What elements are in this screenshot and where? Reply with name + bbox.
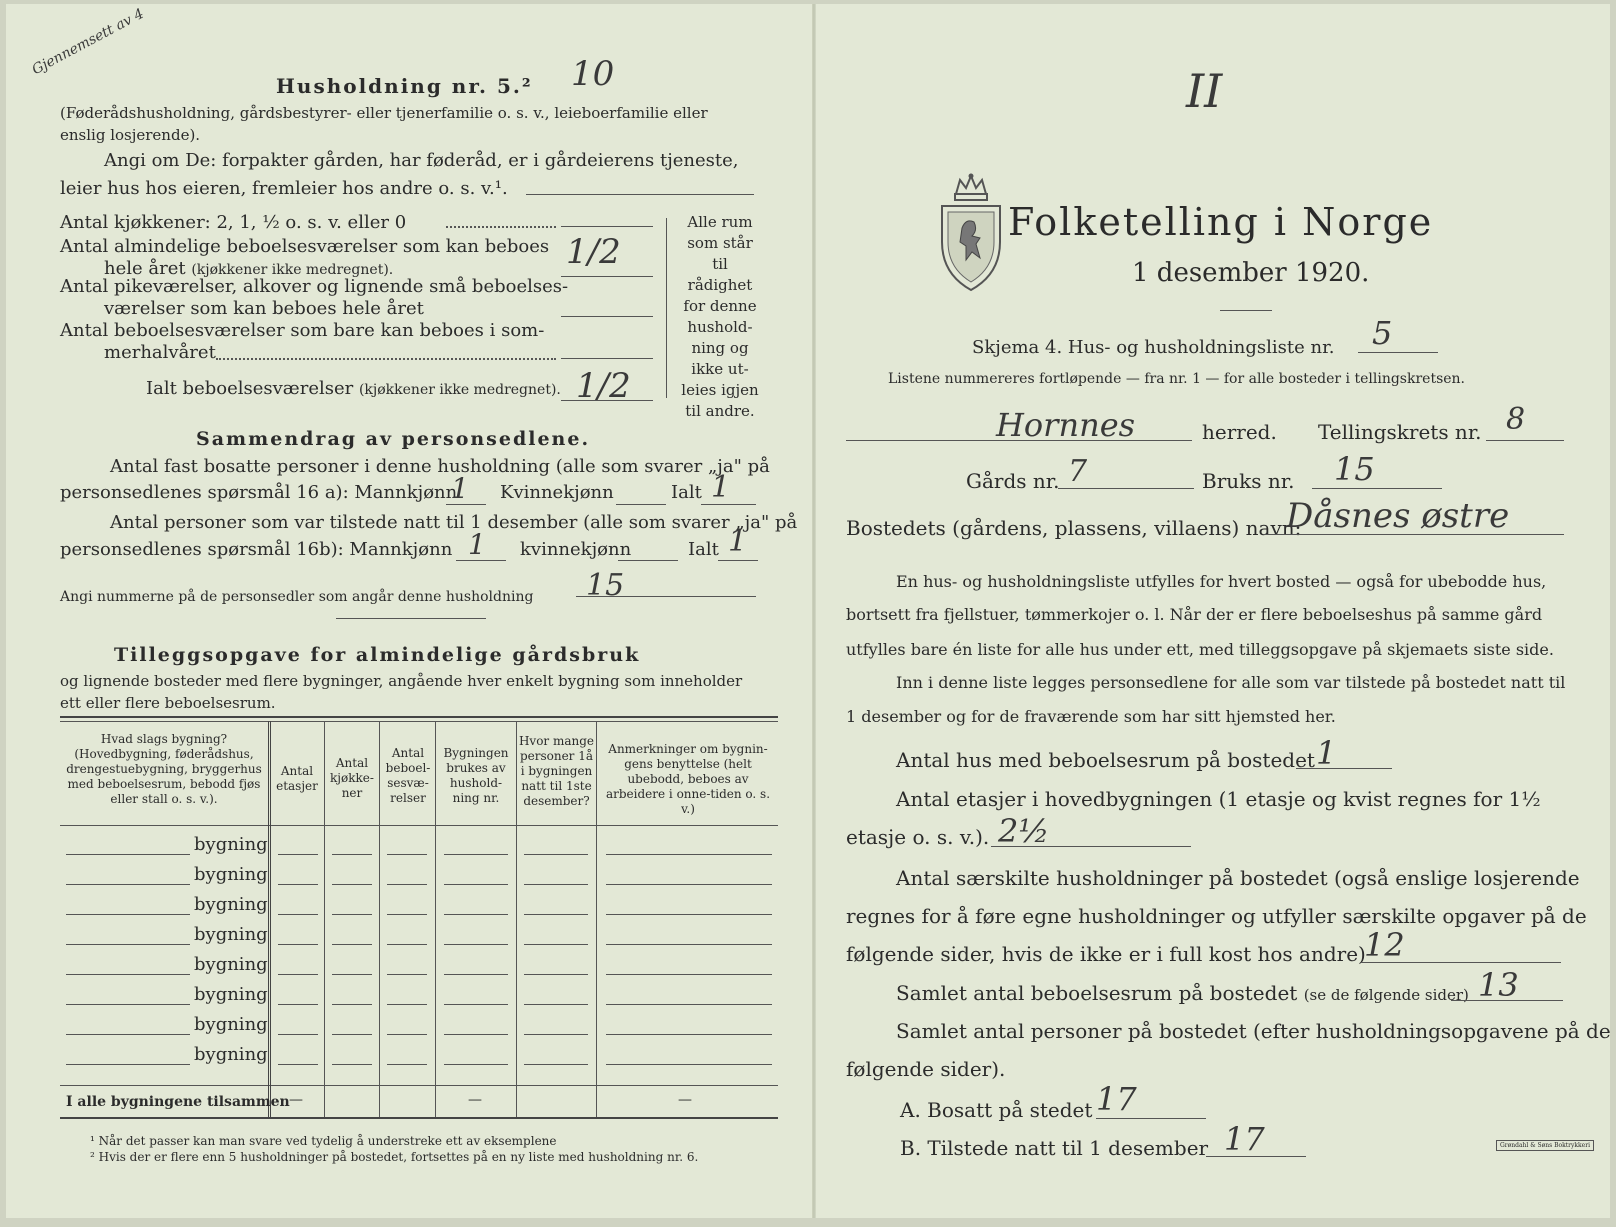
bygning-row-label: bygning: [194, 1014, 268, 1035]
table-cell-line: [278, 1034, 318, 1035]
roman-numeral: II: [1186, 64, 1223, 118]
instr-5: 1 desember og for de fraværende som har sitt hjemsted her.: [846, 707, 1336, 726]
table-cell-line: [524, 914, 588, 915]
table-bottom-rule: [60, 1117, 778, 1119]
table-cell-line: [332, 914, 372, 915]
numbers-value: 15: [586, 568, 625, 603]
summary4-total-line: [718, 560, 758, 561]
tellingskrets-line: [1486, 440, 1564, 441]
rooms-label-1: Antal almindelige beboelsesværelser som kan beboes: [60, 236, 550, 257]
summary-k-label: Kvinnekjønn: [500, 482, 614, 503]
section-divider: [336, 618, 486, 619]
table-cell-line: [444, 1004, 508, 1005]
numbers-label: Angi nummerne på de personsedler som angår denne husholdning: [60, 589, 534, 605]
table-cell-line: [278, 884, 318, 885]
table-cell-line: [444, 1034, 508, 1035]
bygning-row-label: bygning: [194, 894, 268, 915]
total-row-remarks-dash: —: [678, 1092, 692, 1108]
summary4-total-value: 1: [728, 524, 748, 559]
census-date: 1 desember 1920.: [1132, 258, 1370, 288]
side-note-line: som står til: [687, 234, 753, 273]
table-cell-line: [524, 1064, 588, 1065]
summary-title: Sammendrag av personsedlene.: [196, 428, 591, 450]
summer-rooms-line: [561, 358, 653, 359]
hus-value: 1: [1316, 734, 1337, 772]
bygning-row-label: bygning: [194, 924, 268, 945]
household-title: Husholdning nr. 5.²: [276, 74, 533, 98]
side-note-line: ikke ut-: [691, 360, 749, 378]
bosted-value: Dåsnes østre: [1286, 496, 1510, 536]
page-fold: [812, 4, 816, 1218]
tellingskrets-value: 8: [1506, 402, 1526, 437]
table-cell-line: [332, 884, 372, 885]
rooms-line: [561, 276, 653, 277]
table-cell-line: [387, 884, 427, 885]
footnote-1: ¹ Når det passer kan man svare ved tydelig å understreke ett av eksemplene: [90, 1134, 557, 1148]
bosted-line: [1264, 534, 1564, 535]
tellingskrets-label: Tellingskrets nr.: [1318, 420, 1482, 444]
table-cell-line: [387, 944, 427, 945]
summary-ialt-label: Ialt: [671, 482, 702, 503]
skjema-value: 5: [1372, 314, 1393, 352]
household-subtitle-1: (Føderådshusholdning, gårdsbestyrer- eller tjenerfamilie o. s. v., leieboerfamilie eller: [60, 104, 708, 122]
side-note-line: ning og: [691, 339, 749, 357]
table-header-household: Bygningen brukes av hushold-ning nr.: [443, 746, 509, 805]
bygning-row-line: [66, 884, 190, 885]
side-brace: [666, 218, 669, 398]
etasjer-line: [991, 846, 1191, 847]
bruks-line: [1312, 488, 1442, 489]
hus-label: Antal hus med beboelsesrum på bostedet: [896, 748, 1315, 772]
summary-m-line: [446, 504, 486, 505]
table-top-rule: [60, 716, 778, 718]
bygning-row-line: [66, 1064, 190, 1065]
angi-line-2: leier hus hos eieren, fremleier hos andre o. s. v.¹.: [60, 178, 508, 199]
summary-line-2: personsedlenes spørsmål 16 a): Mannkjønn: [60, 482, 458, 503]
instr-3: utfylles bare én liste for alle hus under ett, med tilleggsopgave på skjemaets siste side.: [846, 640, 1554, 659]
listene-note: Listene nummereres fortløpende — fra nr. 1 — for alle bosteder i tellingskretsen.: [888, 371, 1466, 387]
table-header-floors: Antal etasjer: [276, 764, 318, 793]
bruks-label: Bruks nr.: [1202, 469, 1295, 493]
table-cell-line: [387, 1064, 427, 1065]
table-header-rooms: Antal beboel-sesvæ-relser: [385, 746, 431, 805]
printer-stamp: Grøndahl & Søns Boktrykkeri: [1496, 1140, 1594, 1151]
maid-rooms-label-1: Antal pikeværelser, alkover og lignende små beboelses-: [60, 276, 569, 297]
table-col-sep-6: [596, 721, 597, 1117]
side-note-line: til andre.: [685, 402, 755, 420]
summary4-ialt-label: Ialt: [688, 539, 719, 560]
table-cell-line: [606, 974, 772, 975]
table-col-sep-3: [379, 721, 380, 1117]
bygning-row-label: bygning: [194, 1044, 268, 1065]
table-header-rule: [60, 825, 778, 826]
summary4-k-line: [618, 560, 678, 561]
kitchens-line: [561, 226, 653, 227]
table-cell-line: [524, 854, 588, 855]
herred-line: [846, 440, 1192, 441]
table-cell-line: [332, 974, 372, 975]
samlet-rum-value: 13: [1478, 966, 1519, 1004]
table-cell-line: [524, 1034, 588, 1035]
bygning-row-line: [66, 854, 190, 855]
hush-label-2: regnes for å føre egne husholdninger og utfyller særskilte opgaver på de: [846, 904, 1587, 928]
instr-1: En hus- og husholdningsliste utfylles for hvert bosted — også for ubebodde hus,: [896, 572, 1547, 591]
table-cell-line: [444, 1064, 508, 1065]
hush-label-3: følgende sider, hvis de ikke er i full kost hos andre): [846, 942, 1366, 966]
summer-rooms-label-1: Antal beboelsesværelser som bare kan beboes i som-: [60, 320, 545, 341]
side-note-line: leies igjen: [681, 381, 759, 399]
rooms-label-2: hele året (kjøkkener ikke medregnet).: [104, 258, 394, 279]
maid-rooms-line: [561, 316, 653, 317]
summer-rooms-label-2: merhalvåret: [104, 342, 216, 363]
side-note-line: Alle rum: [687, 213, 753, 231]
side-note: [678, 212, 762, 422]
coat-of-arms-icon: [936, 172, 1006, 294]
summary-total-value: 1: [711, 470, 731, 505]
samlet-rum-line: [1451, 1000, 1563, 1001]
table-cell-line: [332, 1064, 372, 1065]
household-subtitle-2: enslig losjerende).: [60, 126, 201, 144]
main-title: Folketelling i Norge: [1008, 200, 1434, 244]
side-note-line: hushold-: [687, 318, 753, 336]
table-cell-line: [524, 944, 588, 945]
total-rooms-line: [561, 400, 653, 401]
census-sheet: [6, 4, 1610, 1218]
table-col-sep-4: [435, 721, 436, 1117]
table-cell-line: [387, 1034, 427, 1035]
gards-label: Gårds nr.: [966, 469, 1060, 493]
table-cell-line: [606, 1004, 772, 1005]
summer-dots: [216, 358, 556, 360]
kitchens-dots: [446, 226, 556, 228]
footnote-2: ² Hvis der er flere enn 5 husholdninger på bostedet, fortsettes på en ny liste med husholdning nr. 6.: [90, 1150, 699, 1164]
bygning-row-line: [66, 1004, 190, 1005]
side-note-line: rådighet: [687, 276, 753, 294]
instr-4: Inn i denne liste legges personsedlene for alle som var tilstede på bostedet natt til: [896, 673, 1566, 692]
bygning-row-line: [66, 1034, 190, 1035]
table-cell-line: [278, 854, 318, 855]
table-cell-line: [606, 944, 772, 945]
summary-line-3: Antal personer som var tilstede natt til 1 desember (alle som svarer „ja" på: [110, 512, 798, 533]
table-cell-line: [524, 974, 588, 975]
total-row-floors-dash: —: [289, 1092, 303, 1108]
hush-label-1: Antal særskilte husholdninger på bostedet (også enslige losjerende: [896, 866, 1580, 890]
table-top-rule-2: [60, 721, 778, 722]
table-header-type: Hvad slags bygning? (Hovedbygning, føderådshus, drengestuebygning, bryggerhus med beboelsesrum, bebodd fjøs eller stall o. s. v.).: [66, 732, 262, 806]
supplement-title: Tilleggsopgave for almindelige gårdsbruk: [114, 644, 641, 666]
angi-answer-line: [526, 194, 754, 195]
bygning-row-line: [66, 974, 190, 975]
total-rooms-label: Ialt beboelsesværelser (kjøkkener ikke medregnet).: [146, 378, 561, 399]
table-header-remarks: Anmerkninger om bygnin-gens benyttelse (helt ubebodd, beboes av arbeidere i onne-tiden o. s. v.): [605, 742, 771, 816]
table-col-sep-5: [516, 721, 517, 1117]
bygning-row-line: [66, 914, 190, 915]
hush-line: [1361, 962, 1561, 963]
a-line: [1096, 1118, 1206, 1119]
b-line: [1206, 1156, 1306, 1157]
summary-m-value: 1: [451, 472, 469, 505]
summary4-m-value: 1: [468, 528, 486, 561]
hus-line: [1296, 768, 1392, 769]
a-label: A. Bosatt på stedet: [900, 1098, 1093, 1122]
table-cell-line: [524, 884, 588, 885]
a-value: 17: [1096, 1080, 1137, 1118]
maid-rooms-label-2: værelser som kan beboes hele året: [104, 298, 424, 319]
skjema-line: [1358, 352, 1438, 353]
supplement-sub-2: ett eller flere beboelsesrum.: [60, 694, 276, 712]
table-cell-line: [444, 944, 508, 945]
hush-value: 12: [1364, 926, 1405, 964]
bygning-row-label: bygning: [194, 954, 268, 975]
rooms-value: 1/2: [566, 232, 621, 272]
table-cell-line: [278, 914, 318, 915]
table-cell-line: [278, 1064, 318, 1065]
summary4-m-line: [456, 560, 506, 561]
summary-line-1: Antal fast bosatte personer i denne husholdning (alle som svarer „ja" på: [110, 456, 770, 477]
numbers-line: [576, 596, 756, 597]
table-cell-line: [278, 944, 318, 945]
table-cell-line: [444, 914, 508, 915]
b-label: B. Tilstede natt til 1 desember: [900, 1136, 1209, 1160]
etasjer-label-2: etasje o. s. v.).: [846, 825, 990, 849]
side-note-line: for denne: [683, 297, 757, 315]
table-cell-line: [332, 1034, 372, 1035]
table-cell-line: [387, 854, 427, 855]
table-cell-line: [444, 854, 508, 855]
samlet-pers-label-2: følgende sider).: [846, 1057, 1006, 1081]
supplement-sub-1: og lignende bosteder med flere bygninger, angående hver enkelt bygning som inneholder: [60, 672, 743, 690]
table-header-kitchens: Antal kjøkke-ner: [330, 756, 374, 800]
table-cell-line: [332, 854, 372, 855]
table-cell-line: [332, 1004, 372, 1005]
household-number: 10: [571, 54, 615, 94]
table-cell-line: [332, 944, 372, 945]
gards-line: [1058, 488, 1194, 489]
samlet-pers-label-1: Samlet antal personer på bostedet (efter husholdningsopgavene på de: [896, 1019, 1611, 1043]
table-cell-line: [606, 914, 772, 915]
table-cell-line: [606, 854, 772, 855]
skjema-label: Skjema 4. Hus- og husholdningsliste nr.: [972, 337, 1335, 358]
table-cell-line: [524, 1004, 588, 1005]
total-rooms-value: 1/2: [576, 366, 631, 406]
table-col-sep-2: [324, 721, 325, 1117]
table-cell-line: [606, 884, 772, 885]
summary4-k-label: kvinnekjønn: [520, 539, 632, 560]
etasjer-label-1: Antal etasjer i hovedbygningen (1 etasje og kvist regnes for 1½: [896, 787, 1541, 811]
total-row-household-dash: —: [468, 1092, 482, 1108]
table-cell-line: [444, 884, 508, 885]
herred-label: herred.: [1202, 420, 1277, 444]
bygning-row-label: bygning: [194, 984, 268, 1005]
b-value: 17: [1224, 1120, 1265, 1158]
bygning-row-label: bygning: [194, 834, 268, 855]
bruks-value: 15: [1334, 450, 1375, 488]
table-cell-line: [444, 974, 508, 975]
bygning-row-label: bygning: [194, 864, 268, 885]
herred-value: Hornnes: [996, 406, 1136, 444]
kitchens-label: Antal kjøkkener: 2, 1, ½ o. s. v. eller 0: [60, 212, 407, 233]
margin-note: Gjennemsett av 4: [29, 5, 147, 79]
table-cell-line: [606, 1034, 772, 1035]
table-header-persons: Hvor mange personer 1å i bygningen natt til 1ste desember?: [518, 734, 595, 808]
table-cell-line: [278, 974, 318, 975]
summary-k-line: [616, 504, 666, 505]
table-cell-line: [387, 914, 427, 915]
etasjer-value: 2½: [998, 812, 1050, 850]
table-cell-line: [387, 974, 427, 975]
gards-value: 7: [1068, 454, 1088, 489]
instr-2: bortsett fra fjellstuer, tømmerkojer o. l. Når der er flere beboelseshus på samme gård: [846, 605, 1543, 624]
table-cell-line: [387, 1004, 427, 1005]
table-cell-line: [606, 1064, 772, 1065]
angi-line-1: Angi om De: forpakter gården, har føderåd, er i gårdeierens tjeneste,: [104, 150, 739, 171]
bygning-row-line: [66, 944, 190, 945]
bosted-label: Bostedets (gårdens, plassens, villaens) navn:: [846, 516, 1302, 540]
table-cell-line: [278, 1004, 318, 1005]
summary-total-line: [701, 504, 756, 505]
summary-line-4: personsedlenes spørsmål 16b): Mannkjønn: [60, 539, 453, 560]
table-total-rule: [60, 1085, 778, 1086]
title-divider: [1220, 310, 1272, 311]
samlet-rum-label: Samlet antal beboelsesrum på bostedet (se de følgende sider): [896, 981, 1469, 1005]
total-row-label: I alle bygningene tilsammen: [66, 1094, 290, 1110]
